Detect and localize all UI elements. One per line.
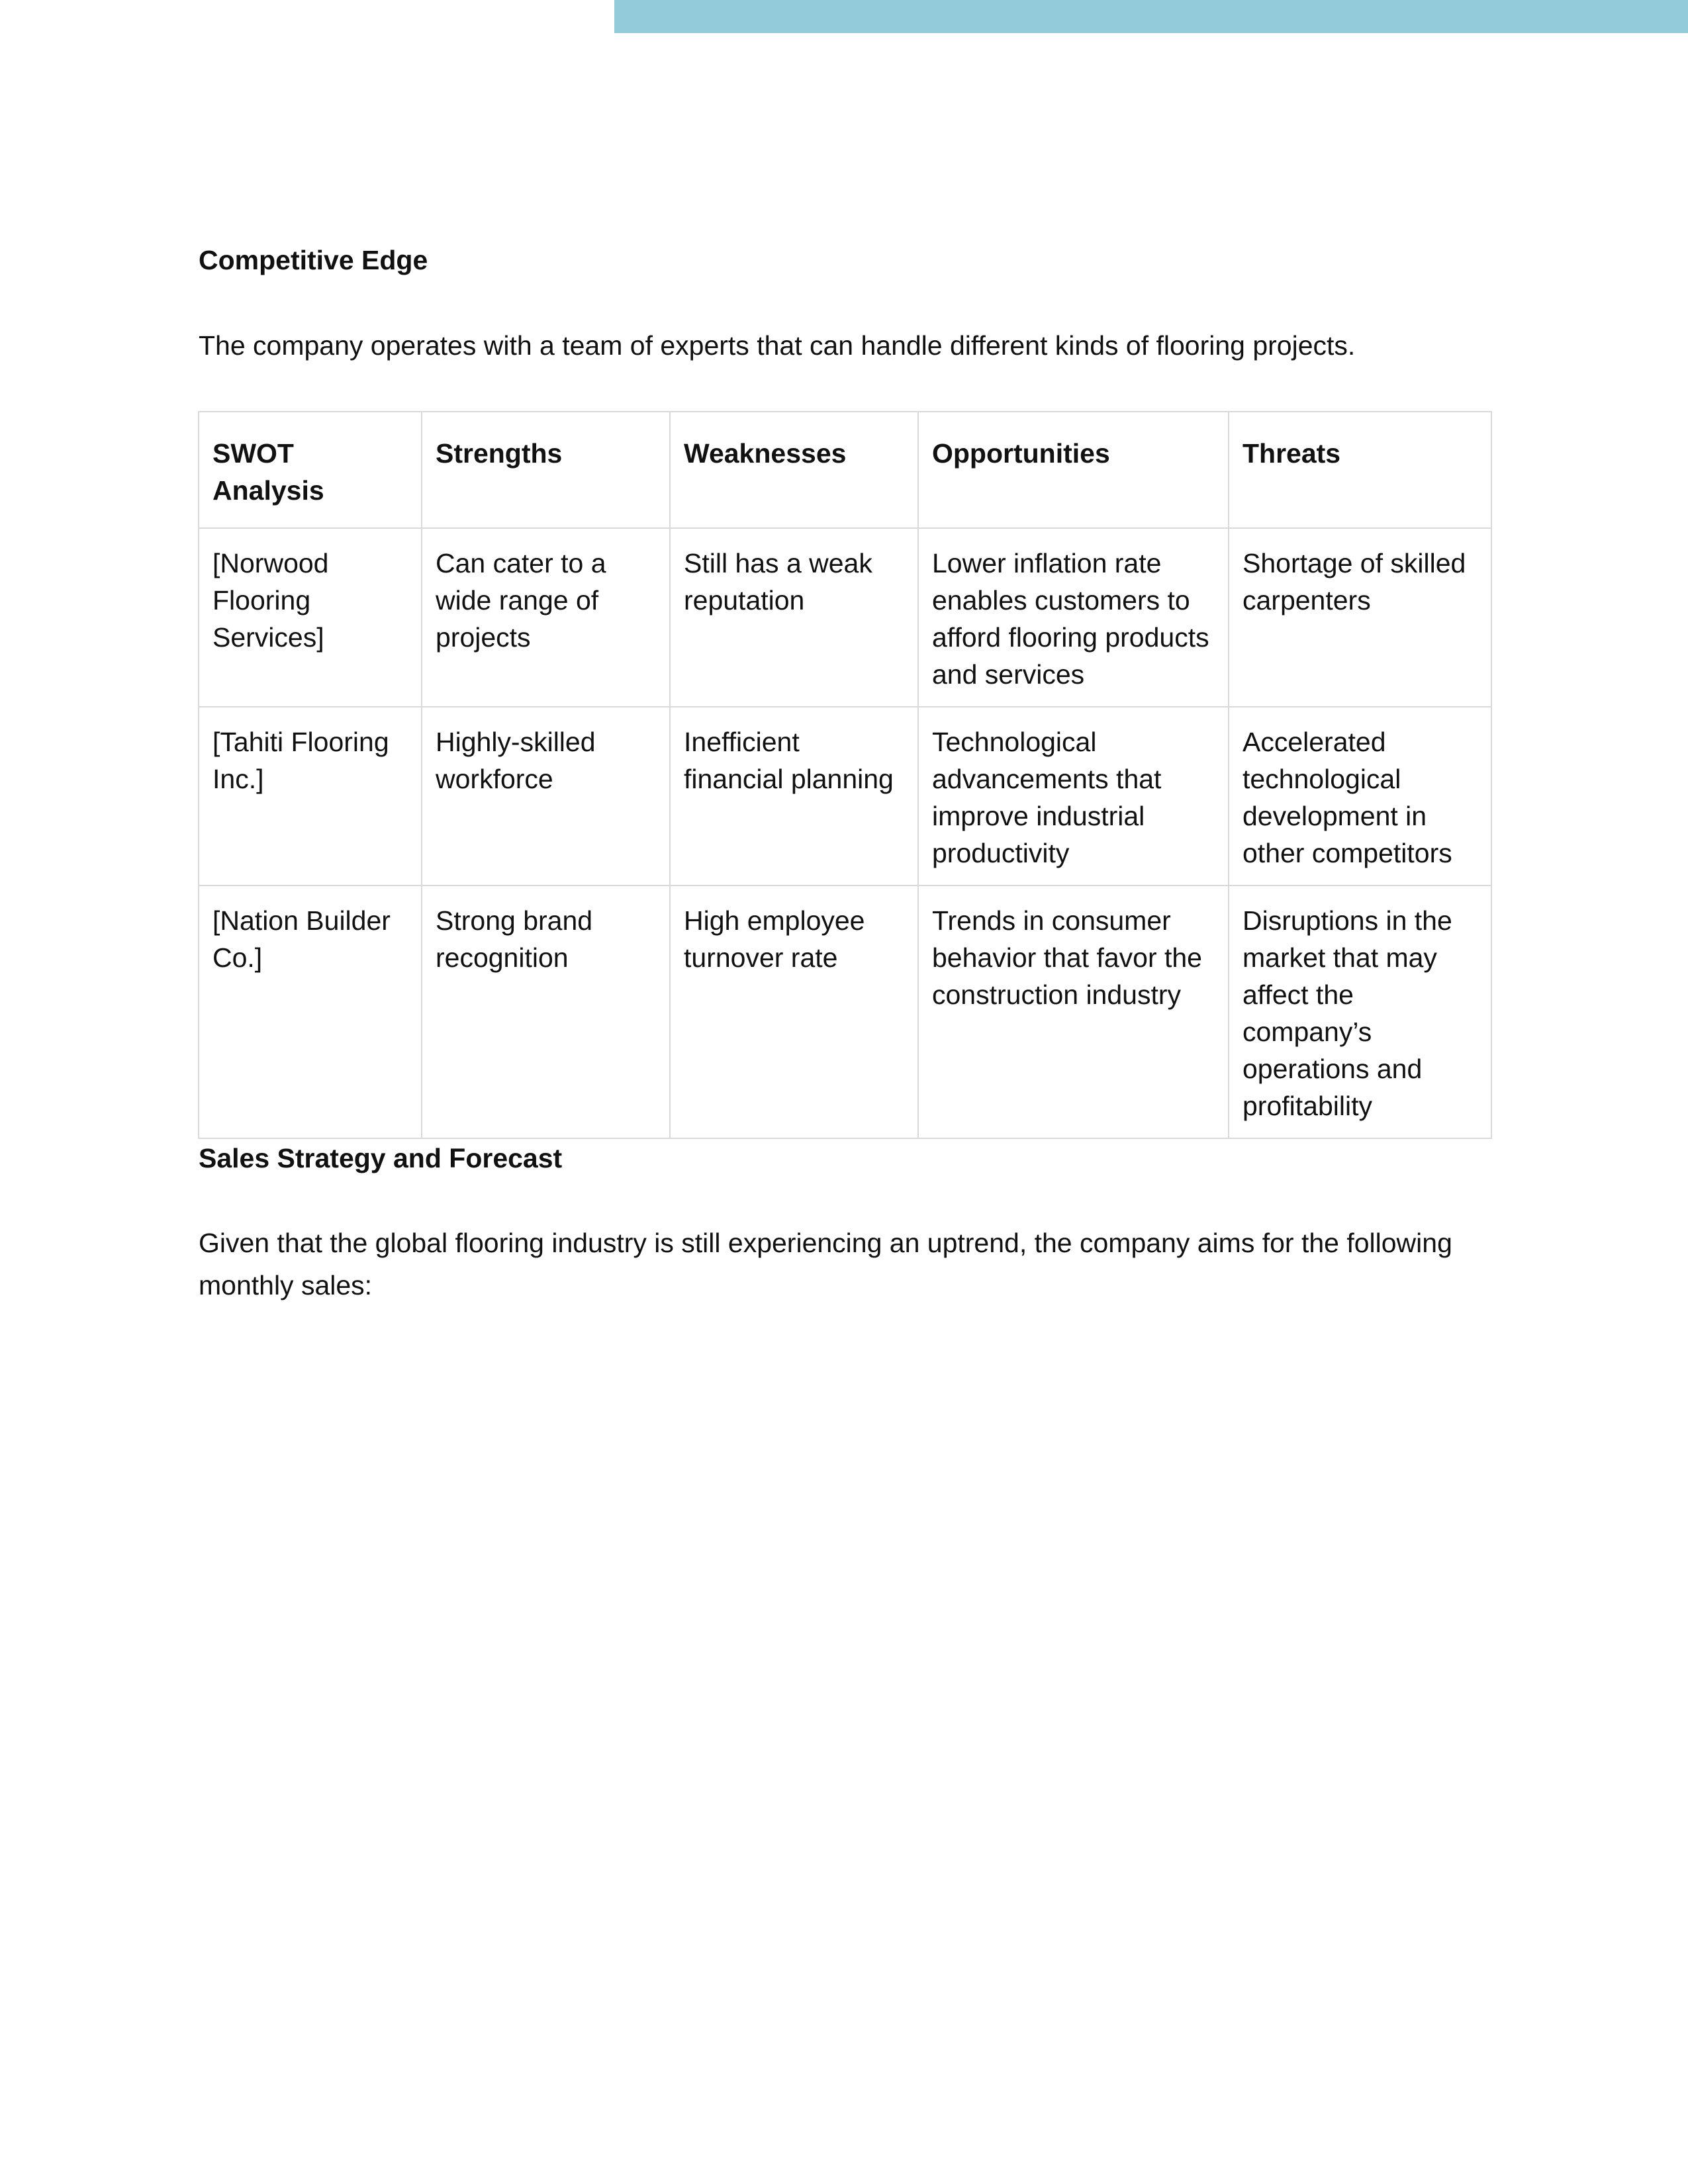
table-row xyxy=(199,707,1491,886)
competitive-edge-heading: Competitive Edge xyxy=(199,245,428,275)
swot-cell-strengths: Can cater to a wide range of projects xyxy=(422,528,670,707)
swot-cell-company: [Nation Builder Co.] xyxy=(199,886,422,1138)
swot-cell-company: [Norwood Flooring Services] xyxy=(199,528,422,707)
swot-cell-weaknesses: Inefficient financial planning xyxy=(670,707,918,886)
swot-header-weaknesses: Weaknesses xyxy=(670,412,918,528)
swot-header-strengths: Strengths xyxy=(422,412,670,528)
swot-cell-company: [Tahiti Flooring Inc.] xyxy=(199,707,422,886)
swot-cell-threats: Shortage of skilled carpenters xyxy=(1229,528,1491,707)
table-row xyxy=(199,528,1491,707)
swot-header-threats: Threats xyxy=(1229,412,1491,528)
swot-cell-opportunities: Trends in consumer behavior that favor the construction industry xyxy=(918,886,1229,1138)
swot-cell-threats: Accelerated technological development in other competitors xyxy=(1229,707,1491,886)
header-accent-bar xyxy=(614,0,1688,33)
swot-table xyxy=(198,411,1492,1139)
swot-cell-opportunities: Lower inflation rate enables customers to afford flooring products and services xyxy=(918,528,1229,707)
sales-strategy-paragraph: Given that the global flooring industry is still experiencing an uptrend, the company aims for the following monthly sales: xyxy=(199,1228,1452,1300)
swot-cell-strengths: Highly-skilled workforce xyxy=(422,707,670,886)
competitive-edge-paragraph: The company operates with a team of experts that can handle different kinds of flooring projects. xyxy=(199,330,1356,361)
swot-cell-weaknesses: Still has a weak reputation xyxy=(670,528,918,707)
table-row xyxy=(199,886,1491,1138)
swot-cell-weaknesses: High employee turnover rate xyxy=(670,886,918,1138)
swot-cell-threats: Disruptions in the market that may affect the company’s operations and profitability xyxy=(1229,886,1491,1138)
swot-header-row xyxy=(199,412,1491,528)
sales-strategy-heading: Sales Strategy and Forecast xyxy=(199,1143,563,1173)
swot-cell-strengths: Strong brand recognition xyxy=(422,886,670,1138)
swot-header-opportunities: Opportunities xyxy=(918,412,1229,528)
swot-header-analysis: SWOT Analysis xyxy=(199,412,422,528)
swot-cell-opportunities: Technological advancements that improve industrial productivity xyxy=(918,707,1229,886)
